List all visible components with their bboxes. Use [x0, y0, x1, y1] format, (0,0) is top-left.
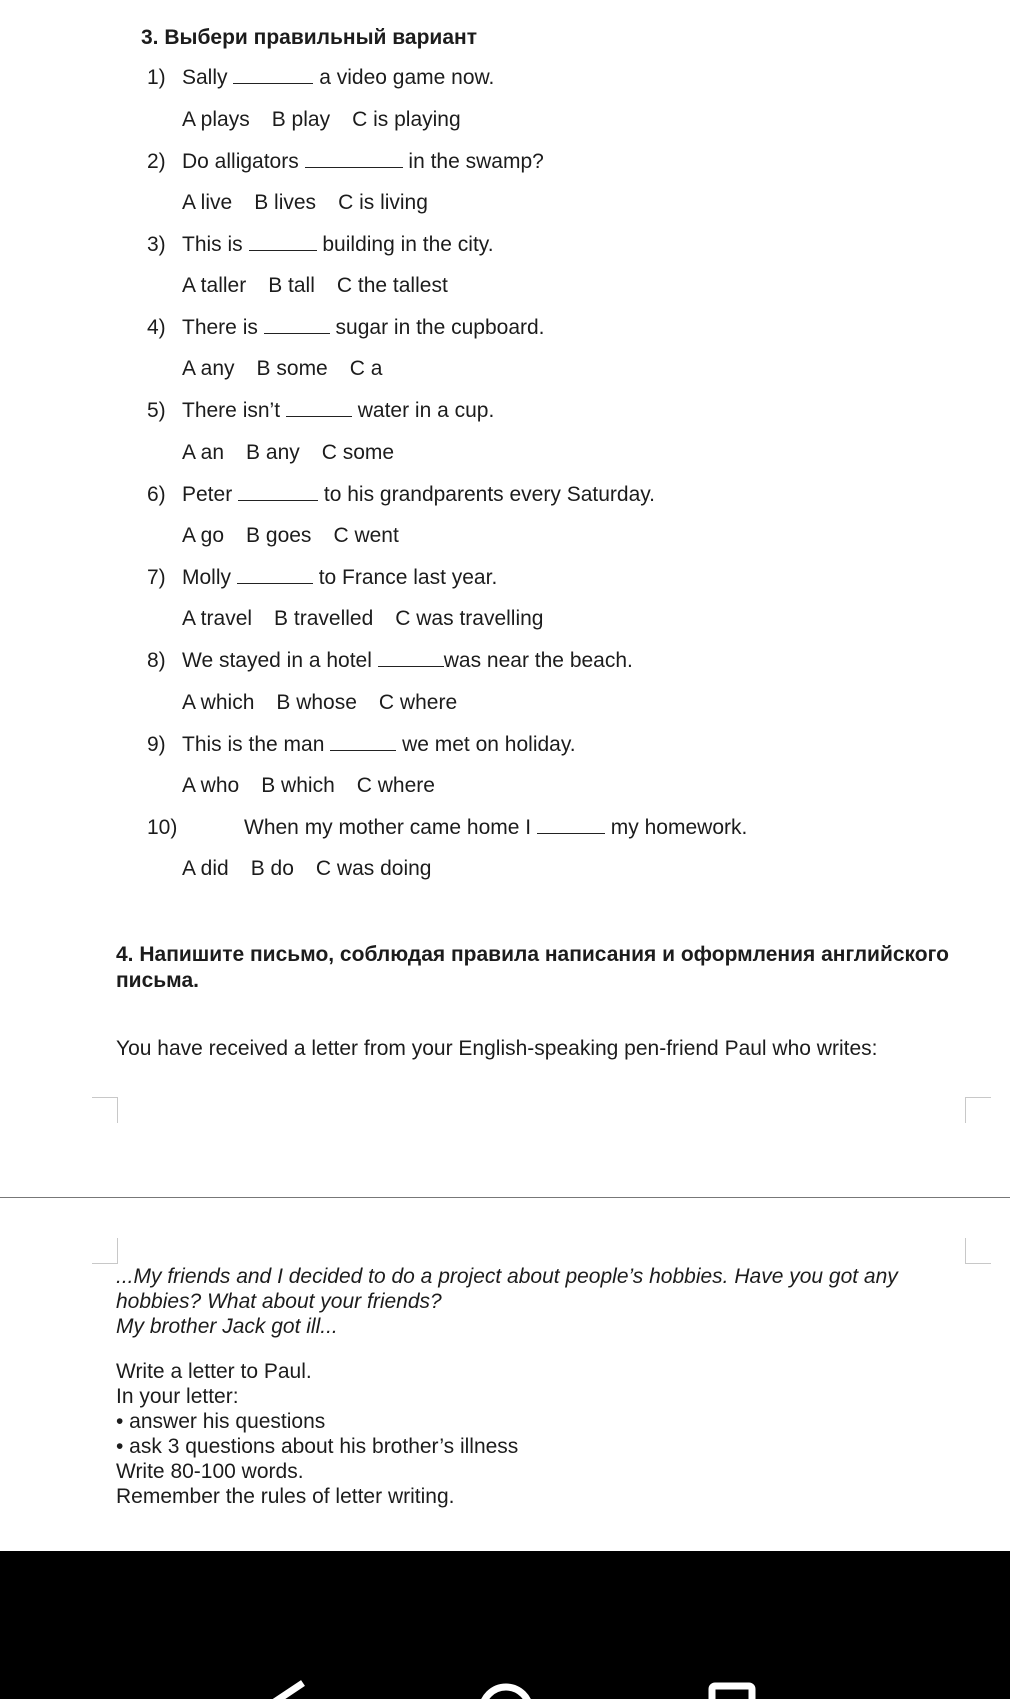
options-9 — [182, 774, 457, 798]
page-divider — [0, 1197, 1010, 1198]
answer-blank — [305, 152, 403, 168]
answer-blank — [286, 401, 352, 417]
question-number: 9) — [147, 733, 166, 756]
option-c: C a — [349, 357, 383, 380]
instruction-line: Write a letter to Paul. — [116, 1360, 312, 1383]
instruction-line: • ask 3 questions about his brother’s illness — [116, 1435, 519, 1458]
crop-mark-top-right — [965, 1097, 991, 1123]
question-text-after: my homework. — [610, 816, 748, 839]
option-a: A any — [182, 357, 235, 380]
system-nav-bar — [0, 1551, 1010, 1699]
question-text-after: to his grandparents every Saturday. — [323, 483, 656, 506]
option-c: C the tallest — [336, 274, 448, 297]
question-text-before: Molly — [182, 566, 232, 589]
instruction-line: In your letter: — [116, 1385, 239, 1408]
answer-blank — [233, 68, 313, 84]
option-b: B goes — [246, 524, 312, 547]
options-2 — [182, 191, 450, 215]
question-number: 5) — [147, 399, 166, 422]
option-c: C is living — [338, 191, 428, 214]
question-text-before: This is — [182, 233, 243, 256]
question-text-before: When my mother came home I — [244, 816, 532, 839]
question-text-after: building in the city. — [322, 233, 494, 256]
question-text-before: There is — [182, 316, 258, 339]
option-b: B travelled — [274, 607, 374, 630]
question-6 — [147, 483, 655, 507]
option-c: C was travelling — [395, 607, 544, 630]
option-a: A taller — [182, 274, 247, 297]
answer-blank — [238, 485, 318, 501]
option-b: B which — [261, 774, 335, 797]
option-b: B any — [246, 441, 300, 464]
options-5 — [182, 441, 416, 465]
crop-mark-top-left — [92, 1097, 118, 1123]
question-number: 10) — [147, 816, 178, 839]
question-number: 1) — [147, 66, 166, 89]
question-number: 6) — [147, 483, 166, 506]
question-text-after: to France last year. — [318, 566, 498, 589]
question-3 — [147, 233, 494, 257]
option-c: C is playing — [352, 108, 461, 131]
options-10 — [182, 857, 453, 881]
task4-title: 4. Напишите письмо, соблюдая правила написания и оформления английского письма. — [116, 943, 949, 992]
question-number: 8) — [147, 649, 166, 672]
crop-mark-bottom-right — [965, 1238, 991, 1264]
crop-mark-bottom-left — [92, 1238, 118, 1264]
question-10 — [147, 816, 747, 840]
option-a: A live — [182, 191, 233, 214]
options-1 — [182, 108, 483, 132]
option-a: A an — [182, 441, 225, 464]
question-number: 3) — [147, 233, 166, 256]
question-text-before: We stayed in a hotel — [182, 649, 372, 672]
letter-intro: You have received a letter from your English-speaking pen-friend Paul who writes: — [116, 1037, 878, 1060]
option-a: A plays — [182, 108, 250, 131]
instruction-line: Write 80-100 words. — [116, 1460, 304, 1483]
answer-blank — [330, 735, 396, 751]
answer-blank — [237, 568, 313, 584]
question-5 — [147, 399, 494, 423]
instruction-line: Remember the rules of letter writing. — [116, 1485, 455, 1508]
instruction-line: • answer his questions — [116, 1410, 326, 1433]
question-text-after: a video game now. — [319, 66, 495, 89]
answer-blank — [264, 318, 330, 334]
answer-blank — [378, 651, 444, 667]
option-b: B lives — [254, 191, 317, 214]
options-8 — [182, 691, 479, 715]
options-4 — [182, 357, 404, 381]
question-number: 4) — [147, 316, 166, 339]
option-a: A go — [182, 524, 225, 547]
back-icon[interactable] — [258, 1679, 308, 1699]
question-9 — [147, 733, 576, 757]
question-text-after: in the swamp? — [408, 150, 544, 173]
question-1 — [147, 66, 494, 90]
question-8 — [147, 649, 633, 673]
answer-blank — [537, 818, 605, 834]
home-icon[interactable] — [476, 1681, 536, 1699]
option-b: B play — [271, 108, 331, 131]
option-c: C went — [333, 524, 399, 547]
option-a: A travel — [182, 607, 253, 630]
question-2 — [147, 150, 544, 174]
question-text-after: was near the beach. — [443, 649, 633, 672]
options-7 — [182, 607, 566, 631]
option-c: C where — [356, 774, 435, 797]
option-b: B tall — [268, 274, 315, 297]
question-number: 2) — [147, 150, 166, 173]
option-a: A which — [182, 691, 255, 714]
option-c: C was doing — [315, 857, 432, 880]
letter-line: My brother Jack got ill... — [116, 1315, 338, 1338]
question-text-after: sugar in the cupboard. — [335, 316, 545, 339]
question-text-before: Do alligators — [182, 150, 299, 173]
question-7 — [147, 566, 497, 590]
question-4 — [147, 316, 545, 340]
question-text-after: we met on holiday. — [402, 733, 576, 756]
option-a: A who — [182, 774, 240, 797]
option-c: C some — [321, 441, 395, 464]
options-3 — [182, 274, 470, 298]
question-number: 7) — [147, 566, 166, 589]
recents-icon[interactable] — [708, 1682, 758, 1699]
option-b: B whose — [276, 691, 357, 714]
task-instructions — [116, 1359, 518, 1509]
letter-line: hobbies? What about your friends? — [116, 1290, 442, 1313]
question-text-after: water in a cup. — [357, 399, 495, 422]
letter-line: ...My friends and I decided to do a project about people’s hobbies. Have you got any — [116, 1265, 898, 1288]
question-text-before: This is the man — [182, 733, 325, 756]
question-text-before: Sally — [182, 66, 228, 89]
option-b: B do — [250, 857, 294, 880]
answer-blank — [249, 235, 317, 251]
option-a: A did — [182, 857, 229, 880]
options-6 — [182, 524, 421, 548]
question-text-before: Peter — [182, 483, 233, 506]
question-text-before: There isn’t — [182, 399, 281, 422]
option-b: B some — [256, 357, 328, 380]
option-c: C where — [378, 691, 458, 714]
task3-title: 3. Выбери правильный вариант — [141, 26, 477, 49]
letter-excerpt — [116, 1264, 976, 1339]
